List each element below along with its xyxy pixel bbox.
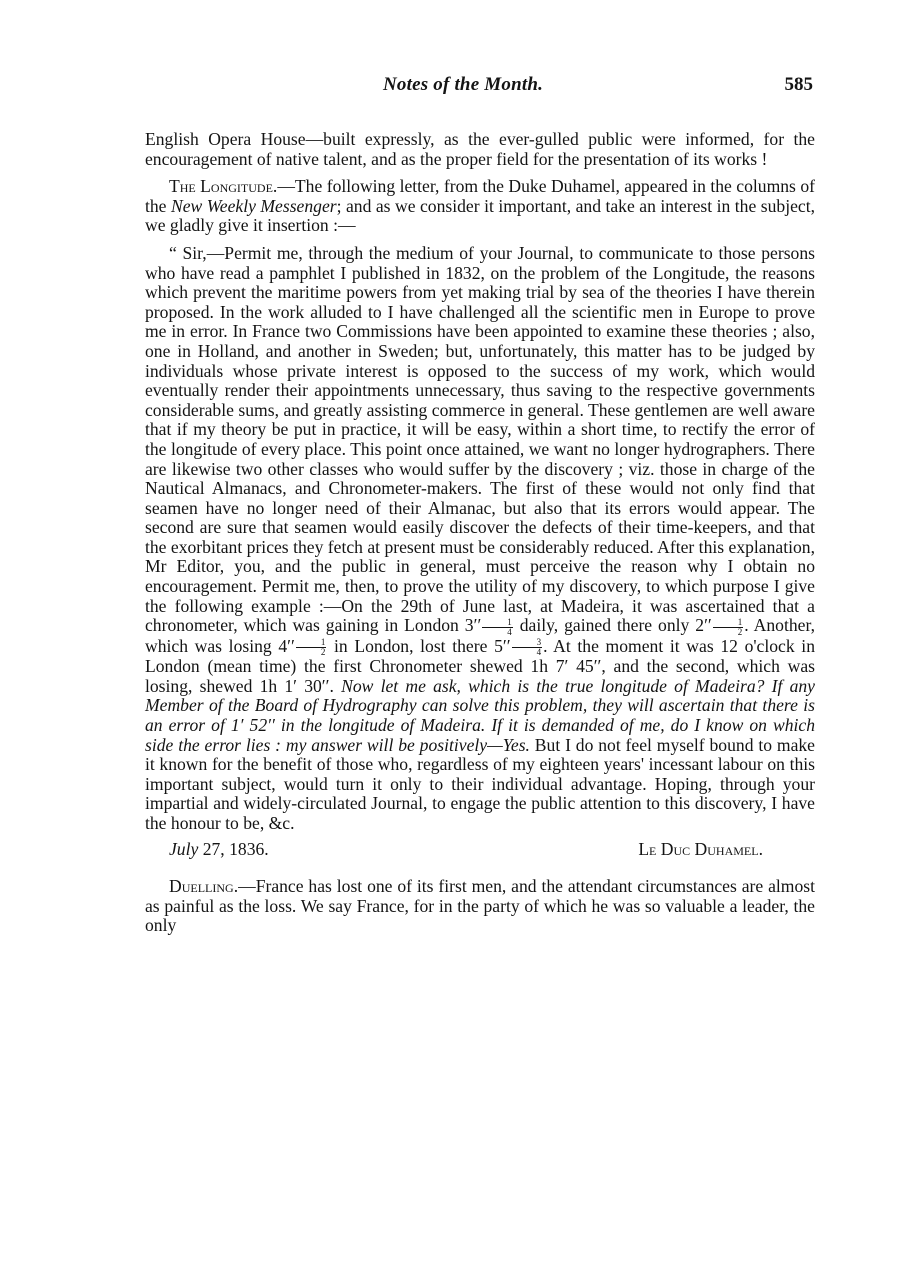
fraction-denominator: 2 — [737, 626, 743, 637]
letter-signature — [145, 840, 815, 860]
fraction-denominator: 2 — [320, 647, 326, 658]
paragraph-text: “ Sir,—Permit me, through the medium of your Journal, to communicate to those persons who have read a pamphlet I published in 1832, on the problem of the Longitude, the reasons which prevent the maritime powers from yet making trial by sea of the theories I have therein proposed. In the work alluded to I have challenged all the scientific men in Europe to prove me in error. In France two Commissions have been appointed to examine these theories ; also, one in Holland, and another in Sweden; but, unfortunately, this matter has to be judged by individuals whose private interest is opposed to the success of my work, which would eventually render their appointments unnecessary, thus saving to the respective governments considerable sums, and greatly assisting commerce in general. These gentlemen are well aware that if my theory be put in practice, it will be easy, within a short time, to rectify the error of the longitude of every place. This point once attained, we want no longer hydrographers. There are likewise two other classes who would suffer by the discovery ; viz. those in charge of the Nautical Almanacs, and Chronometer-makers. The first of these would not only find that seamen have no longer need of their Almanac, but also that its errors would appear. The second are sure that seamen would easily discover the defects of their time-keepers, and that the exorbitant prices they fetch at present must be considerably reduced. After this explanation, Mr Editor, you, and the public in general, must perceive the reason why I obtain no encouragement. Permit me, then, to prove the utility of my discovery, to which purpose I give the following example :—On the 29th of June last, at Madeira, it was ascertained that a chronometer, which was gaining in London — [145, 242, 815, 636]
paragraph-text: English Opera House—built expressly, as the ever-gulled public were informed, for the encouragement of native talent, and as the proper field for the presentation of its works ! — [145, 129, 815, 169]
running-head — [145, 74, 815, 100]
body-text — [145, 130, 815, 936]
date-rest: 27, 1836. — [198, 838, 269, 859]
date-month: July — [169, 838, 199, 859]
paragraph-text: —The following letter, from the Duke Duhamel, appeared in the columns of the — [145, 176, 815, 216]
fraction-numerator: 1 — [296, 638, 327, 648]
fraction-denominator: 4 — [536, 647, 542, 658]
italic-passage: Now let me ask, which is the true longitude of Madeira? If any Member of the Board of Hydrography can solve this problem, they will ascertain that there is an error of 1′ 52′′ in the longitude of Madeira. If it is demanded of me, do I know on which side the error lies : my answer will be positively—Yes. — [145, 675, 815, 755]
measurement: 5′′ — [494, 635, 511, 656]
paragraph-opera-continuation — [145, 130, 815, 169]
fraction-numerator: 1 — [482, 618, 513, 628]
paragraph-text: But I do not feel myself bound to make it known for the benefit of those who, regardless of my eighteen years' incessant labour on this important subject, would turn it only to their individual advantage. Hoping, through your impartial and widely-circulated Journal, to engage the public attention to this discovery, I have the honour to be, &c. — [145, 734, 815, 833]
paragraph-duelling — [145, 877, 815, 936]
paragraph-longitude-intro — [145, 177, 815, 236]
paragraph-letter — [145, 244, 815, 834]
paragraph-text: . At the moment it was 12 o'clock in London (mean time) the first Chronometer shewed 1h 7′ 45′′, and the second, which was losing, shewed 1h 1′ 30′′. — [145, 635, 815, 696]
fraction-numerator: 1 — [713, 618, 744, 628]
measurement: 2′′ — [695, 615, 712, 636]
measurement: 4′′ — [278, 635, 295, 656]
fraction-denominator: 4 — [507, 626, 512, 637]
letter-date — [169, 840, 269, 860]
fraction — [512, 638, 543, 657]
section-heading-longitude: The Longitude. — [169, 176, 278, 197]
page-number: 585 — [784, 74, 813, 95]
paragraph-text: in London, lost there — [327, 635, 495, 656]
paragraph-text: ; and as we consider it important, and take an interest in the subject, we gladly give it insertion :— — [145, 195, 815, 236]
paragraph-text: daily, gained there only — [513, 615, 696, 636]
paragraph-text: —France has lost one of its first men, and the attendant circumstances are almost as painful as the loss. We say France, for in the party of which he was so valuable a leader, the only — [145, 876, 815, 936]
measurement: 3′′ — [464, 615, 482, 636]
running-title: Notes of the Month. — [383, 74, 544, 95]
fraction — [482, 618, 513, 637]
fraction — [296, 638, 327, 657]
section-heading-duelling: Duelling. — [169, 876, 239, 897]
fraction-numerator: 3 — [512, 638, 543, 648]
fraction — [713, 618, 744, 637]
journal-title: New Weekly Messenger — [170, 195, 337, 216]
paragraph-text: . Another, which was losing — [145, 615, 815, 656]
signatory: Le Duc Duhamel. — [638, 838, 763, 859]
